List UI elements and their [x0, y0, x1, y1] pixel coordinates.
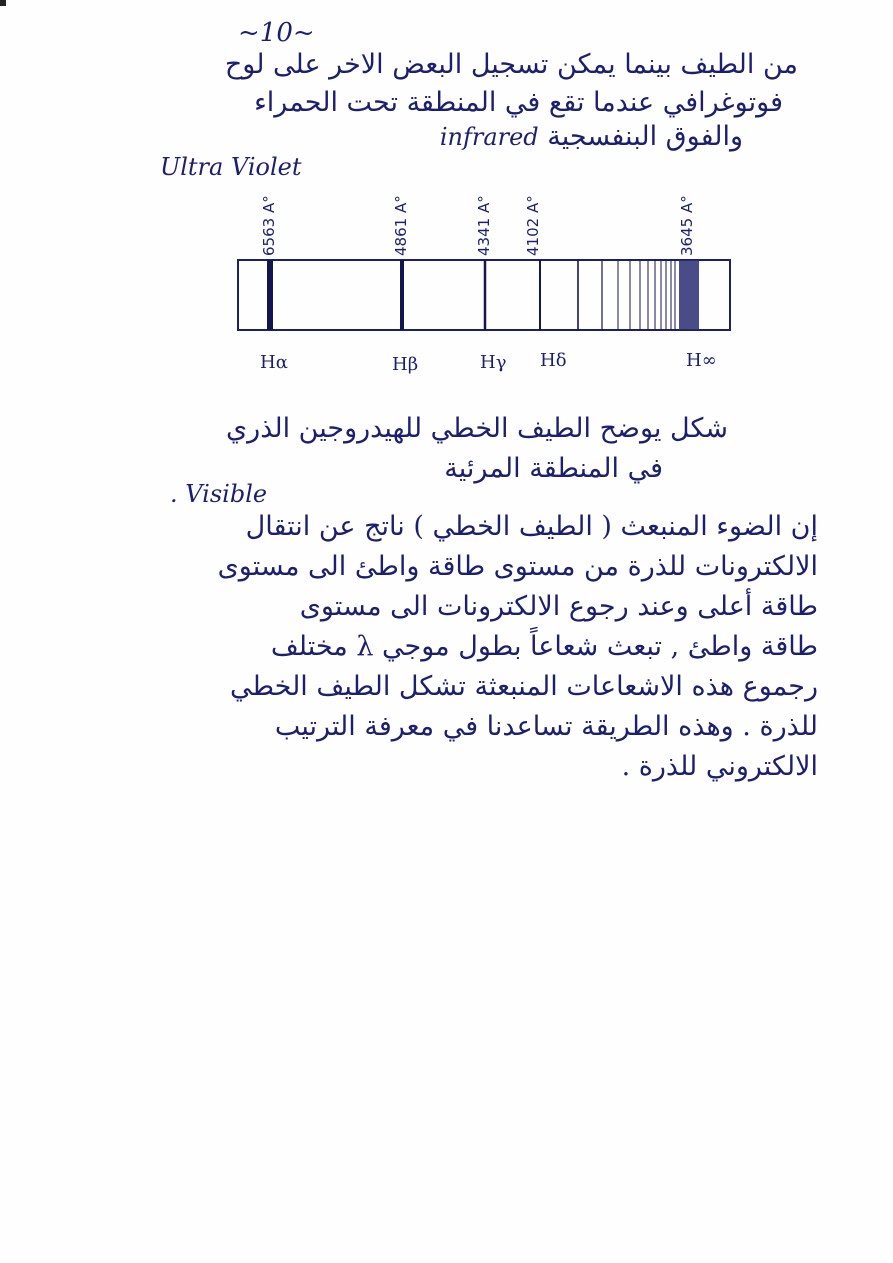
caption-line-2: في المنطقة المرئية: [444, 453, 663, 484]
paragraph-line-4: طاقة واطئ , تبعث شعاعاً بطول موجي λ مختلف: [270, 631, 818, 662]
wavelength-label-5: 3645 A°: [678, 195, 696, 256]
wavelength-labels: [260, 195, 696, 256]
intro-line-1: من الطيف بينما يمكن تسجيل البعض الاخر على لوح: [224, 49, 798, 80]
paragraph-line-3: طاقة أعلى وعند رجوع الالكترونات الى مستوى: [299, 591, 818, 622]
intro-line-2: فوتوغرافي عندما تقع في المنطقة تحت الحمراء: [254, 87, 783, 118]
visible-label: . Visible: [170, 480, 268, 508]
paragraph-line-6: للذرة . وهذه الطريقة تساعدنا في معرفة الترتيب: [274, 711, 818, 742]
wavelength-label-4: 4102 A°: [524, 195, 542, 256]
label-h-infinity: H∞: [686, 350, 717, 371]
spectral-lines: [270, 260, 699, 330]
wavelength-label-1: 6563 A°: [260, 195, 278, 256]
paragraph-line-1: إن الضوء المنبعث ( الطيف الخطي ) ناتج عن انتقال: [245, 511, 818, 542]
label-h-delta: Hδ: [540, 350, 567, 371]
label-h-beta: Hβ: [392, 354, 419, 375]
wavelength-label-2: 4861 A°: [392, 195, 410, 256]
paragraph-line-7: الالكتروني للذرة .: [621, 751, 818, 782]
ultra-violet-label: Ultra Violet: [160, 153, 302, 181]
label-h-gamma: Hγ: [480, 352, 507, 373]
page-number: ~10~: [238, 18, 315, 48]
scan-corner: [0, 0, 6, 6]
uv-arabic-label: والفوق البنفسجية: [547, 121, 743, 152]
paragraph-line-5: رجموع هذه الاشعاعات المنبعثة تشكل الطيف الخطي: [229, 671, 818, 702]
wavelength-label-3: 4341 A°: [475, 195, 493, 256]
caption-line-1: شكل يوضح الطيف الخطي للهيدروجين الذري: [226, 413, 728, 444]
hydrogen-spectrum-figure: [230, 170, 740, 390]
series-limit-band: [679, 260, 699, 330]
infrared-label: infrared: [439, 123, 539, 151]
paragraph-line-2: الالكترونات للذرة من مستوى طاقة واطئ الى مستوى: [217, 551, 818, 582]
line-labels: [260, 350, 717, 375]
intro-line-3: [440, 120, 743, 154]
label-h-alpha: Hα: [260, 352, 288, 373]
